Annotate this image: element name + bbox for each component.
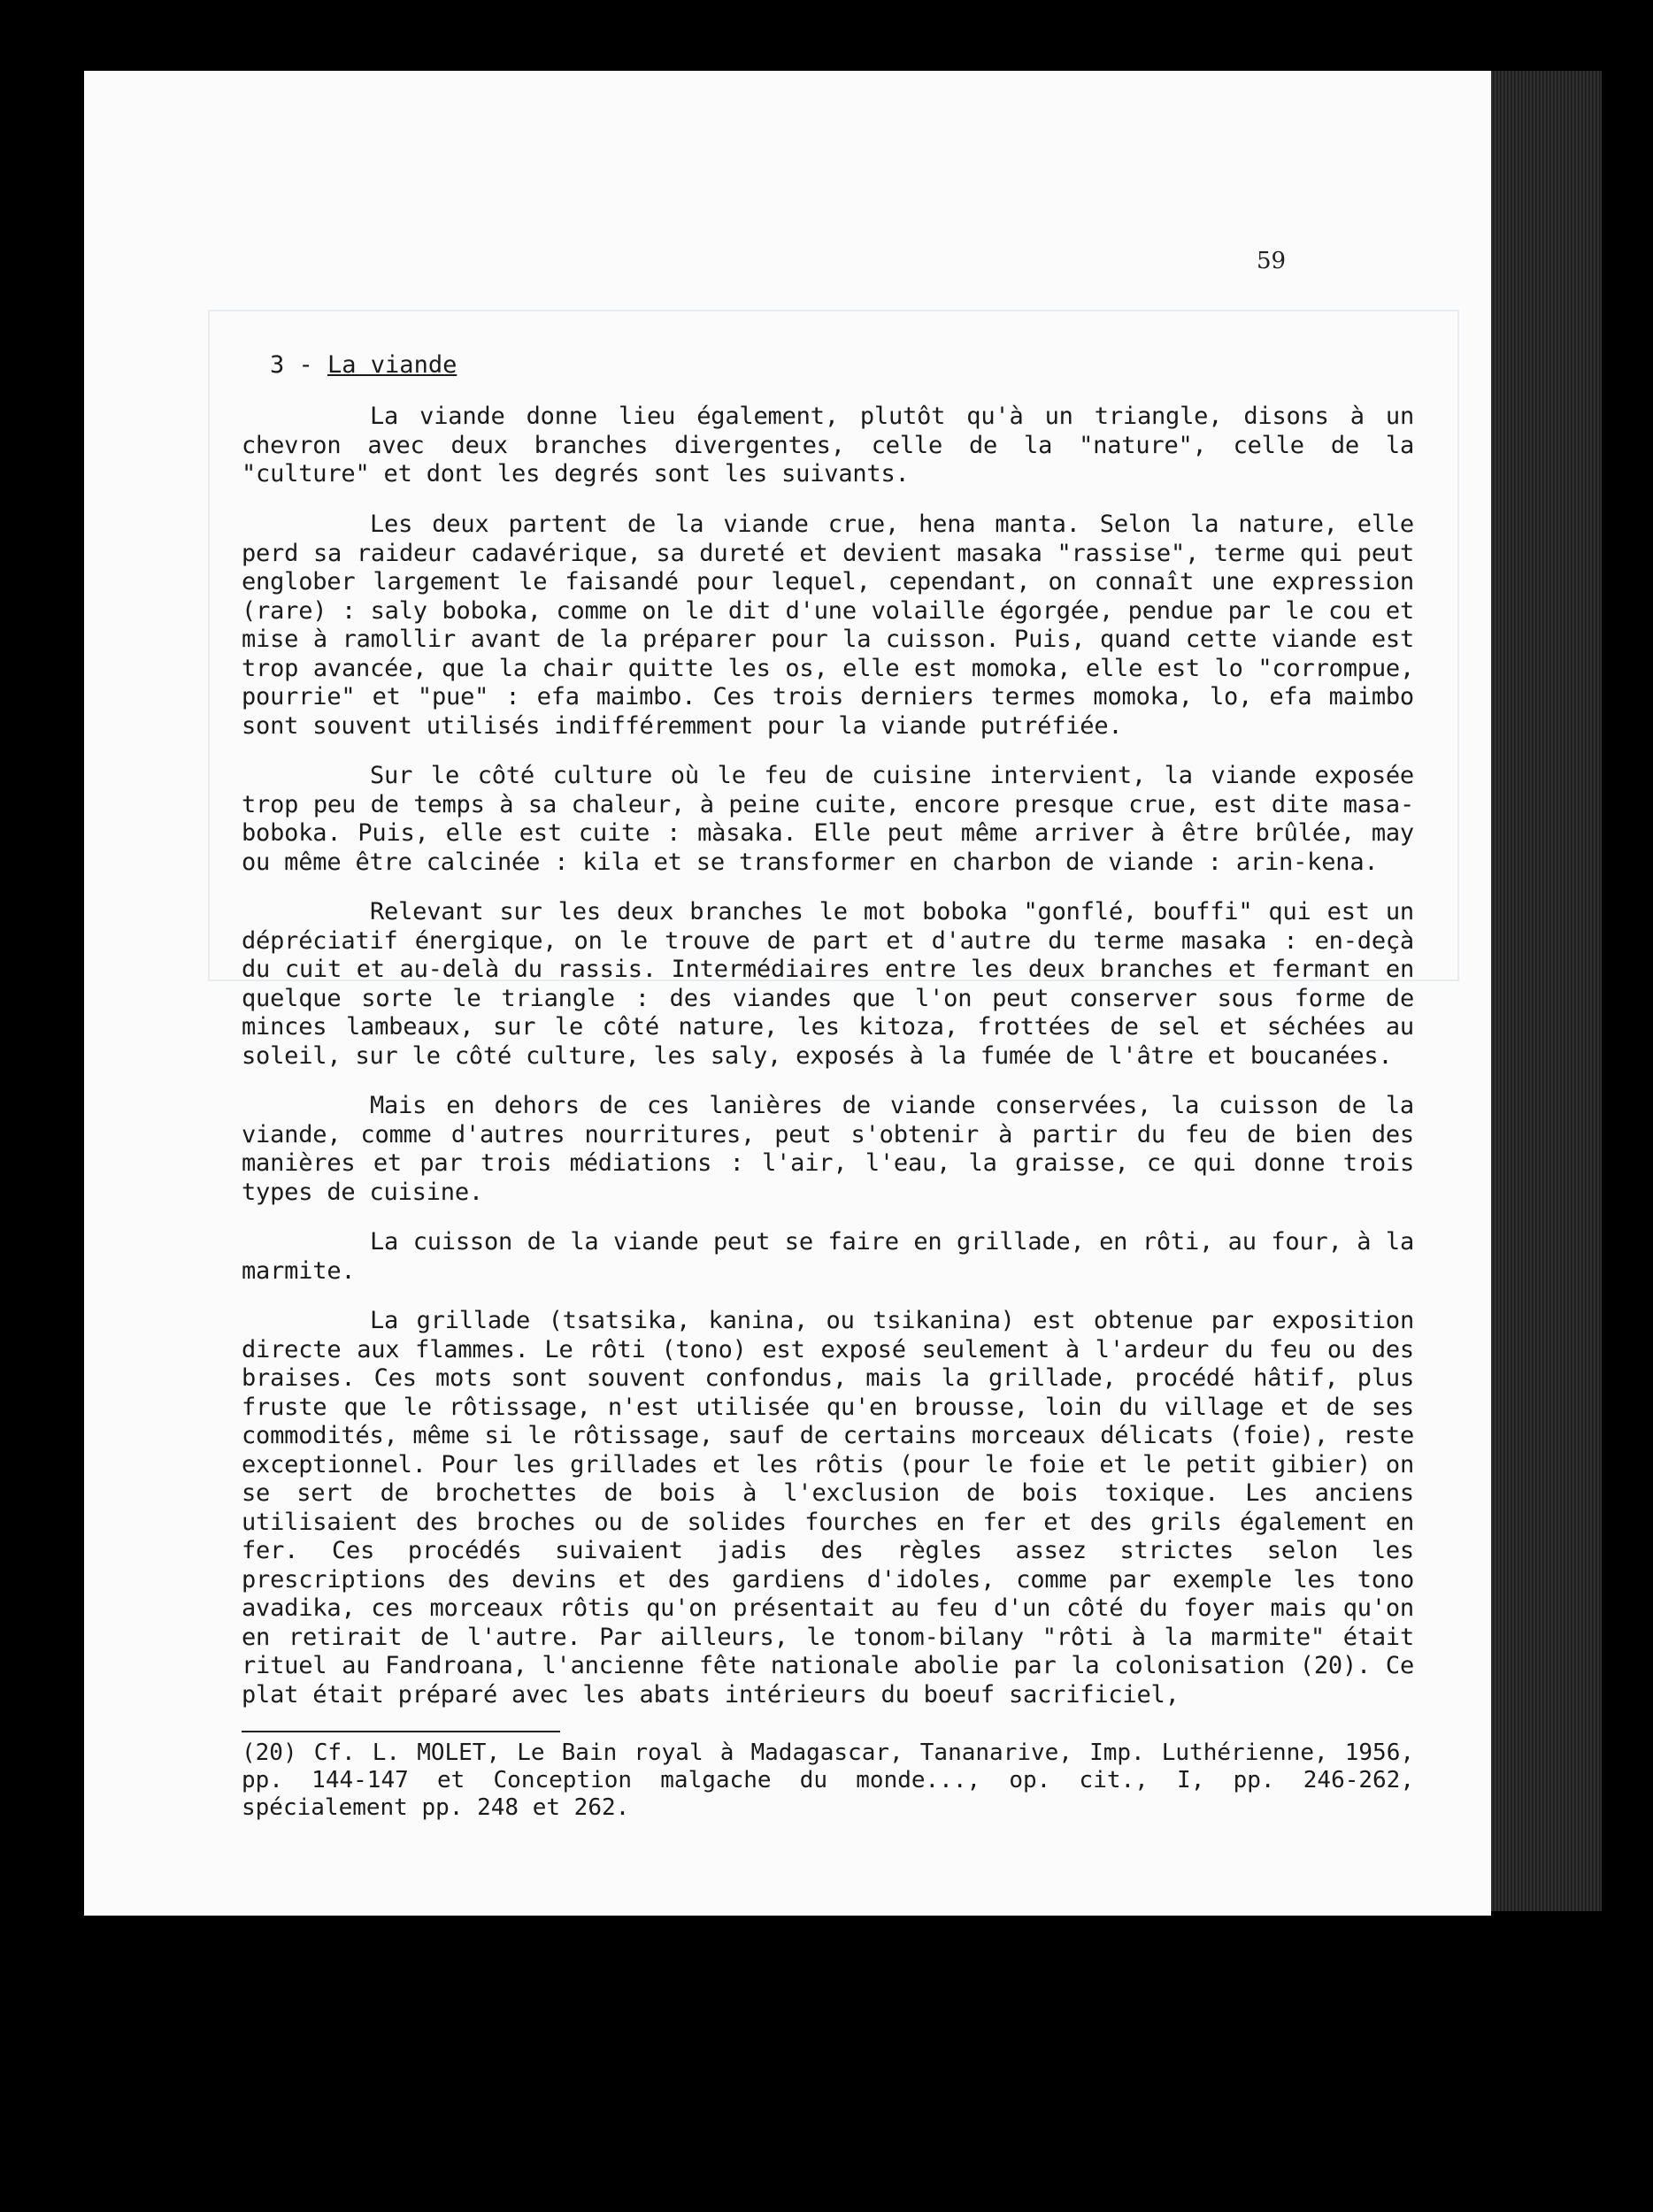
page-number: 59 <box>1257 248 1287 274</box>
section-title: La viande <box>327 351 457 379</box>
paragraph-2: Les deux partent de la viande crue, hena manta. Selon la nature, elle perd sa raideur cadavérique, sa dureté et devient masaka "rassise", terme qui peut englober largement le faisandé pour lequel, cependant, on connaît une expression (rare) : saly boboka, comme on le dit d'une volaille égorgée, pendue par le cou et mise à ramollir avant de la préparer pour la cuisson. Puis, quand cette viande est trop avancée, que la chair quitte les os, elle est momoka, elle est lo "corrompue, pourrie" et "pue" : efa maimbo. Ces trois derniers termes momoka, lo, efa maimbo sont souvent utilisés indifféremment pour la viande putréfiée. <box>242 511 1414 740</box>
paragraph-4: Relevant sur les deux branches le mot boboka "gonflé, bouffi" qui est un dépréciatif énergique, on le trouve de part et d'autre du terme masaka : en-deçà du cuit et au-delà du rassis. Intermédiaires entre les deux branches et fermant en quelque sorte le triangle : des viandes que l'on peut conserver sous forme de minces lambeaux, sur le côté nature, les kitoza, frottées de sel et séchées au soleil, sur le côté culture, les saly, exposés à la fumée de l'âtre et boucanées. <box>242 898 1414 1070</box>
book-page <box>84 71 1491 1916</box>
paragraph-7: La grillade (tsatsika, kanina, ou tsikanina) est obtenue par exposition directe aux flammes. Le rôti (tono) est exposé seulement à l'ardeur du feu ou des braises. Ces mots sont souvent confondus, mais la grillade, procédé hâtif, plus fruste que le rôtissage, n'est utilisée qu'en brousse, loin du village et de ses commodités, même si le rôtissage, sauf de certains morceaux délicats (foie), reste exceptionnel. Pour les grillades et les rôtis (pour le foie et le petit gibier) on se sert de brochettes de bois à l'exclusion de bois toxique. Les anciens utilisaient des broches ou de solides fourches en fer et des grils également en fer. Ces procédés suivaient jadis des règles assez strictes selon les prescriptions des devins et des gardiens d'idoles, comme par exemple les tono avadika, ces morceaux rôtis qu'on présentait au feu d'un côté du foyer mais qu'on en retirait de l'autre. Par ailleurs, le tonom-bilany "rôti à la marmite" était rituel au Fandroana, l'ancienne fête nationale abolie par la colonisation (20). Ce plat était préparé avec les abats intérieurs du boeuf sacrificiel, <box>242 1307 1414 1709</box>
footnote-rule <box>242 1731 560 1732</box>
paragraph-5: Mais en dehors de ces lanières de viande conservées, la cuisson de la viande, comme d'autres nourritures, peut s'obtenir à partir du feu de bien des manières et par trois médiations : l'air, l'eau, la graisse, ce qui donne trois types de cuisine. <box>242 1092 1414 1206</box>
paragraph-3: Sur le côté culture où le feu de cuisine intervient, la viande exposée trop peu de temps à sa chaleur, à peine cuite, encore presque crue, est dite masa-boboka. Puis, elle est cuite : màsaka. Elle peut même arriver à être brûlée, may ou même être calcinée : kila et se transformer en charbon de viande : arin-kena. <box>242 762 1414 876</box>
paragraph-1: La viande donne lieu également, plutôt qu'à un triangle, disons à un chevron avec deux branches divergentes, celle de la "nature", celle de la "culture" et dont les degrés sont les suivants. <box>242 403 1414 488</box>
section-number: 3 - <box>270 351 328 379</box>
paragraph-6: La cuisson de la viande peut se faire en grillade, en rôti, au four, à la marmite. <box>242 1228 1414 1285</box>
section-heading <box>270 351 457 379</box>
footnote: (20) Cf. L. MOLET, Le Bain royal à Madagascar, Tananarive, Imp. Luthérienne, 1956, pp. 144-147 et Conception malgache du monde..., op. cit., I, pp. 246-262, spécialement pp. 248 et 262. <box>242 1740 1414 1821</box>
